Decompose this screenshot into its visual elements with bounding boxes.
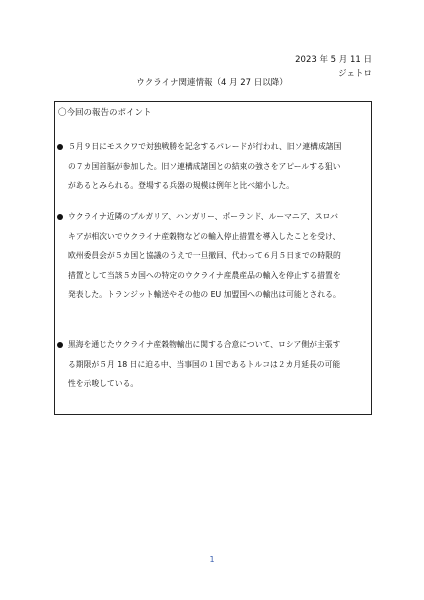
bullet-1-line-3: があるとみられる。登場する兵器の規模は例年と比べ縮小した。: [68, 181, 295, 190]
summary-heading: 〇今回の報告のポイント: [58, 108, 152, 118]
document-date: 2023 年 5 月 11 日: [295, 55, 372, 65]
bullet-1-line-1: ５月９日にモスクワで対独戦勝を記念するパレードが行われ、旧ソ連構成諸国: [68, 142, 342, 151]
document-title: ウクライナ関連情報（4 月 27 日以降）: [136, 78, 288, 88]
page-number: 1: [209, 555, 215, 564]
bullet-marker: [57, 342, 63, 348]
summary-box: [54, 101, 372, 415]
bullet-marker: [57, 214, 63, 220]
document-organization: ジェトロ: [338, 69, 372, 79]
bullet-3-line-1: 黒海を通じたウクライナ産穀物輸出に関する合意について、ロシア側が主張す: [68, 340, 341, 349]
bullet-2-line-2: キアが相次いでウクライナ産穀物などの輸入停止措置を導入したことを受け、: [68, 232, 341, 241]
bullet-marker: [57, 144, 63, 150]
bullet-2-line-4: 措置として当該５カ国への特定のウクライナ産農産品の輸入を停止する措置を: [68, 271, 341, 280]
bullet-2-line-5: 発表した。トランジット輸送やその他の EU 加盟国への輸出は可能とされる。: [68, 290, 341, 299]
bullet-3-line-3: 性を示唆している。: [68, 379, 139, 388]
bullet-2-line-3: 欧州委員会が５カ国と協議のうえで一旦撤回、代わって６月５日までの時限的: [68, 251, 341, 260]
bullet-1-line-2: の７カ国首脳が参加した。旧ソ連構成諸国との結束の強さをアピールする狙い: [68, 162, 341, 171]
bullet-2-line-1: ウクライナ近隣のブルガリア、ハンガリー、ポーランド、ルーマニア、スロバ: [68, 212, 339, 221]
bullet-3-line-2: る期限が５月 18 日に迫る中、当事国の１国であるトルコは２カ月延長の可能: [68, 360, 341, 369]
